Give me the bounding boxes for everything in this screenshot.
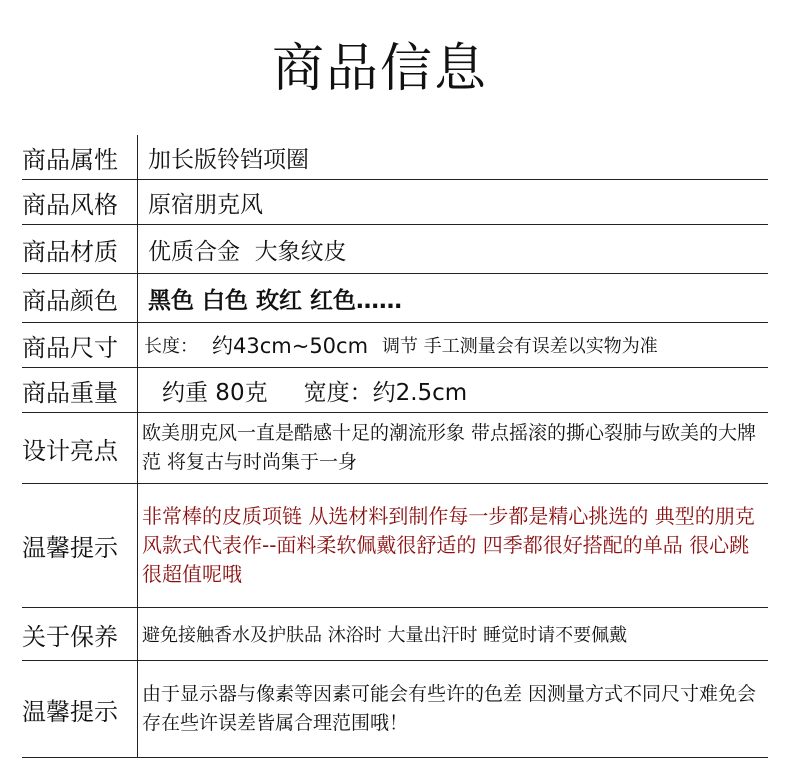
row-label: 设计亮点 [22,436,118,465]
row-size [22,323,768,368]
row-label: 商品尺寸 [22,333,118,362]
column-divider [137,323,138,367]
row-value [162,368,467,412]
row-style [22,180,768,225]
page-title: 商品信息 [271,39,488,99]
column-divider [137,135,138,179]
row-material [22,225,768,274]
row-value: 加长版铃铛项圈 [148,146,309,173]
width-value: 宽度：约2.5cm [303,379,468,406]
row-label: 商品材质 [22,237,118,266]
row-label: 关于保养 [22,622,118,651]
size-lead: 长度： [144,336,198,357]
row-value: 由于显示器与像素等因素可能会有些许的色差 因测量方式不同尺寸难免会存在些许误差皆属合理范围哦！ [142,683,757,734]
row-label: 商品颜色 [22,286,118,315]
column-divider [137,274,138,322]
column-divider [137,608,138,660]
column-divider [137,180,138,224]
row-notice [22,661,768,758]
row-value: 优质合金 大象纹皮 [148,238,347,265]
row-design [22,413,768,484]
row-value: 避免接触香水及护肤品 沐浴时 大量出汗时 睡觉时请不要佩戴 [142,625,628,646]
column-divider [137,368,138,412]
row-value: 原宿朋克风 [148,191,263,218]
row-value: 非常棒的皮质项链 从选材料到制作每一步都是精心挑选的 典型的朋克风款式代表作--面料柔软佩戴很舒适的 四季都很好搭配的单品 很心跳很超值呢哦 [142,504,755,586]
weight-value: 约重 80克 [162,379,268,406]
row-label: 温馨提示 [22,534,118,562]
size-note: 调节 手工测量会有误差以实物为准 [382,336,658,357]
size-length: 约43cm~50cm [212,334,369,358]
column-divider [137,225,138,273]
row-weight [22,368,768,413]
column-divider [137,484,138,607]
row-care [22,608,768,661]
row-label: 温馨提示 [22,697,118,726]
row-color [22,274,768,323]
row-attribute [22,135,768,180]
row-value: 欧美朋克风一直是酷感十足的潮流形象 带点摇滚的撕心裂肺与欧美的大牌范 将复古与时尚集于一身 [142,422,757,473]
row-label: 商品属性 [22,145,118,174]
row-label: 商品重量 [22,378,118,407]
column-divider [137,413,138,483]
row-label: 商品风格 [22,190,118,219]
row-value: 黑色 白色 玫红 红色…… [148,287,403,314]
row-tip [22,484,768,608]
row-value [144,323,658,367]
column-divider [137,661,138,757]
